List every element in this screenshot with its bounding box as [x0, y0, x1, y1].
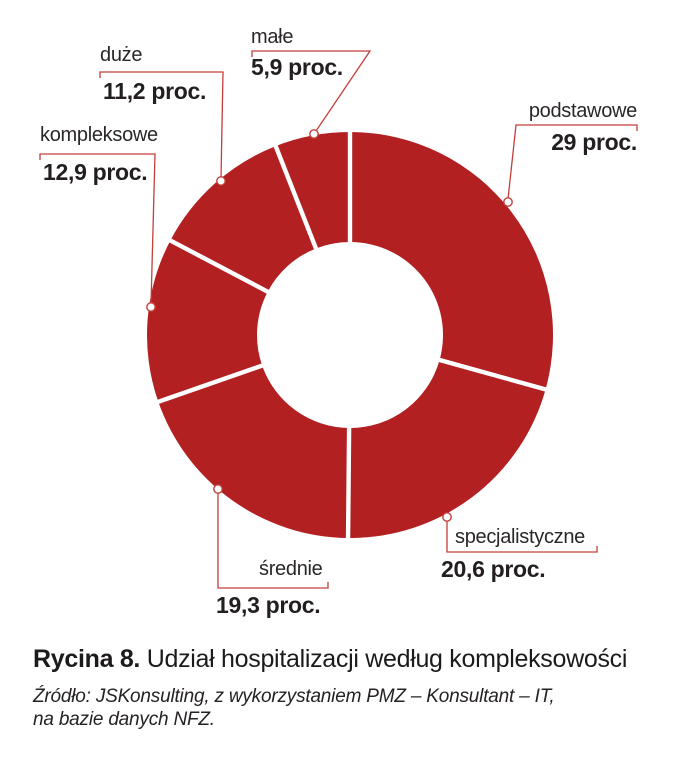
slice-value-male: 5,9 proc. — [251, 54, 343, 80]
figure-caption-title: Udział hospitalizacji według kompleksowości — [146, 645, 628, 673]
source-note-line2: na bazie danych NFZ. — [33, 709, 215, 730]
slice-label-srednie: średnie — [259, 558, 323, 580]
figure-caption — [33, 645, 693, 674]
segment-separator — [348, 423, 349, 543]
leader-dot-duze — [217, 177, 225, 185]
donut-segment-podstawowe — [350, 132, 553, 389]
slice-label-podstawowe: podstawowe — [528, 100, 637, 122]
slice-value-podstawowe: 29 proc. — [551, 129, 637, 155]
slice-value-duze: 11,2 proc. — [103, 78, 207, 104]
source-note-line1: Źródło: JSKonsulting, z wykorzystaniem PMZ – Konsultant – IT, — [33, 686, 555, 707]
donut-segment-specjalistyczne — [348, 360, 545, 538]
slice-label-specjalistyczne: specjalistyczne — [455, 526, 586, 548]
slice-value-specjalistyczne: 20,6 proc. — [441, 556, 546, 582]
figure-caption-number: Rycina 8. — [33, 645, 141, 673]
leader-dot-kompleksowe — [147, 303, 155, 311]
leader-dot-podstawowe — [504, 198, 512, 206]
slice-label-duze: duże — [100, 44, 143, 66]
leader-dot-specjalistyczne — [443, 513, 451, 521]
leader-dot-male — [310, 130, 318, 138]
source-note — [33, 685, 673, 731]
slice-label-kompleksowe: kompleksowe — [40, 124, 158, 146]
slice-label-male: małe — [251, 26, 294, 48]
leader-dot-srednie — [214, 485, 222, 493]
slice-value-kompleksowe: 12,9 proc. — [43, 159, 148, 185]
slice-value-srednie: 19,3 proc. — [216, 592, 321, 618]
